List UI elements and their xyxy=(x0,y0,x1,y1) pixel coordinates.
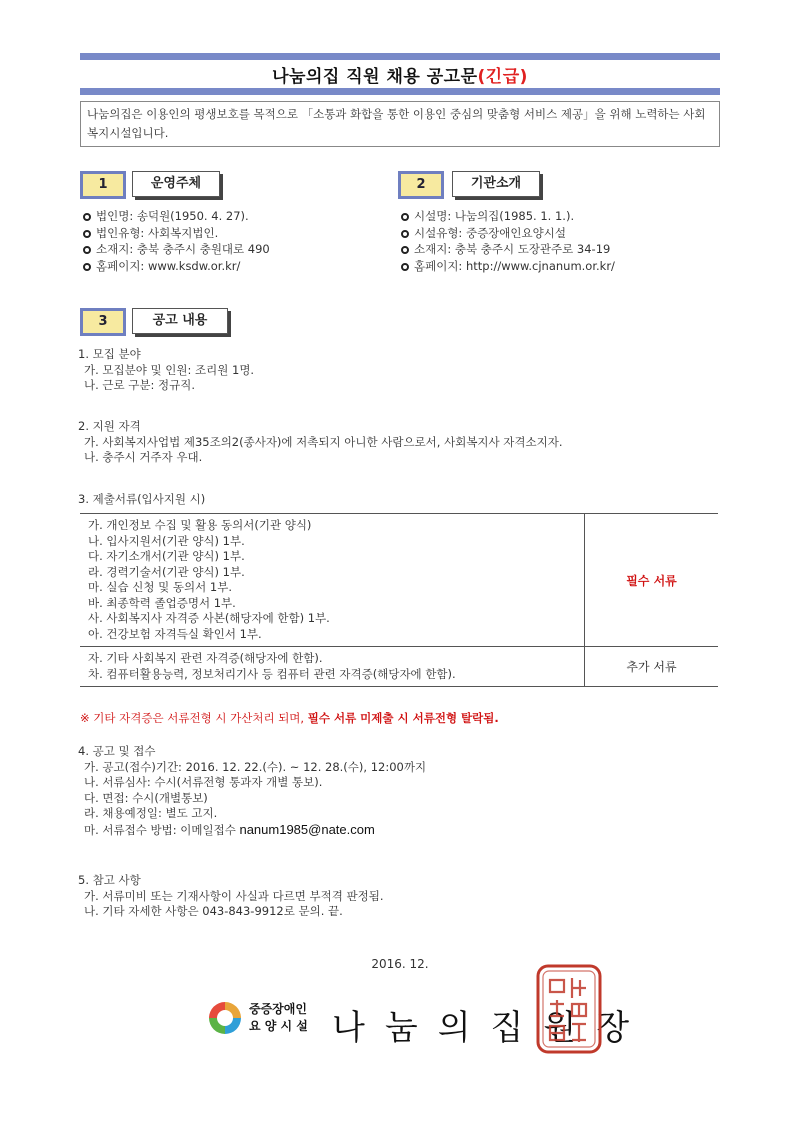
section-3-title: 공고 내용 xyxy=(132,308,228,334)
section-3-number: 3 xyxy=(80,308,126,336)
documents-heading: 3. 제출서류(입사지원 시) xyxy=(78,492,206,506)
recruit-block xyxy=(78,347,254,394)
bullet-icon xyxy=(401,246,409,254)
reference-heading: 5. 참고 사항 xyxy=(78,873,141,887)
qualification-block xyxy=(78,419,563,466)
list-item: 차. 컴퓨터활용능력, 정보처리기사 등 컴퓨터 관련 자격증(해당자에 한함). xyxy=(88,666,456,681)
list-item: 법인명: 송덕원(1950. 4. 27). xyxy=(83,208,270,225)
list-item: 가. 공고(접수)기간: 2016. 12. 22.(수). ~ 12. 28.(수), 12:00까지 xyxy=(84,759,427,774)
bullet-icon xyxy=(401,230,409,238)
reference-block xyxy=(78,873,384,920)
list-item: 시설명: 나눔의집(1985. 1. 1.). xyxy=(401,208,615,225)
list-item: 자. 기타 사회복지 관련 자격증(해당자에 한함). xyxy=(88,651,323,665)
bullet-icon xyxy=(401,213,409,221)
list-item: 나. 서류심사: 수시(서류전형 통과자 개별 통보). xyxy=(84,775,323,789)
section-2-title: 기관소개 xyxy=(452,171,540,197)
list-item: 홈페이지: www.ksdw.or.kr/ xyxy=(83,258,270,275)
list-item: 가. 모집분야 및 인원: 조리원 1명. xyxy=(84,362,255,377)
list-item: 법인유형: 사회복지법인. xyxy=(83,225,270,242)
list-item: 소재지: 충북 충주시 충원대로 490 xyxy=(83,241,270,258)
list-item: 나. 근로 구분: 정규직. xyxy=(84,378,196,392)
notice-block xyxy=(78,744,426,838)
list-item: 사. 사회복지사 자격증 사본(해당자에 한함) 1부. xyxy=(88,611,330,625)
documents-table xyxy=(80,513,718,687)
bullet-icon xyxy=(83,213,91,221)
bullet-icon xyxy=(83,263,91,271)
notice-heading: 4. 공고 및 접수 xyxy=(78,744,156,758)
institution-list xyxy=(401,208,615,274)
operator-list xyxy=(83,208,270,274)
additional-docs-label: 추가 서류 xyxy=(626,660,677,674)
section-1-number: 1 xyxy=(80,171,126,199)
section-2-number: 2 xyxy=(398,171,444,199)
email-address: nanum1985@nate.com xyxy=(239,821,375,837)
qualification-heading: 2. 지원 자격 xyxy=(78,419,141,433)
table-row xyxy=(80,514,718,646)
required-docs-label: 필수 서류 xyxy=(626,573,677,588)
list-item: 마. 실습 신청 및 동의서 1부. xyxy=(88,580,232,594)
required-docs-cell xyxy=(80,514,585,646)
org-logo-icon xyxy=(205,998,245,1038)
list-item: 가. 개인정보 수집 및 활용 동의서(기관 양식) xyxy=(88,518,312,532)
bullet-icon xyxy=(83,246,91,254)
documents-note: ※ 기타 자격증은 서류전형 시 가산처리 되며, 필수 서류 미제출 시 서류전형 탈락됨. xyxy=(80,711,499,725)
signature-name: 나눔의집원장 xyxy=(332,1008,650,1048)
table-row xyxy=(80,646,718,686)
list-item: 아. 건강보험 자격득실 확인서 1부. xyxy=(88,626,262,641)
header-bar-bottom xyxy=(80,88,720,95)
additional-docs-cell xyxy=(80,647,585,686)
list-item: 나. 기타 자세한 사항은 043-843-9912로 문의. 끝. xyxy=(84,904,343,918)
list-item: 바. 최종학력 졸업증명서 1부. xyxy=(88,595,236,610)
urgent-label: (긴급) xyxy=(477,67,528,87)
bullet-icon xyxy=(401,263,409,271)
recruit-heading: 1. 모집 분야 xyxy=(78,347,141,361)
list-item: 나. 입사지원서(기관 양식) 1부. xyxy=(88,533,245,548)
list-item: 홈페이지: http://www.cjnanum.or.kr/ xyxy=(401,258,615,275)
list-item: 소재지: 충북 충주시 도장관주로 34-19 xyxy=(401,241,615,258)
list-item: 나. 충주시 거주자 우대. xyxy=(84,450,203,464)
document-date: 2016. 12. xyxy=(371,957,429,971)
official-seal-icon xyxy=(536,964,602,1054)
org-type-label: 중증장애인 요 양 시 설 xyxy=(249,1002,308,1033)
bullet-icon xyxy=(83,230,91,238)
section-1-title: 운영주체 xyxy=(132,171,220,197)
page-title: 나눔의집 직원 채용 공고문(긴급) xyxy=(272,67,528,87)
list-item: 다. 면접: 수시(개별통보) xyxy=(84,790,208,805)
list-item: 라. 채용예정일: 별도 고지. xyxy=(84,806,218,820)
list-item: 다. 자기소개서(기관 양식) 1부. xyxy=(88,549,245,563)
list-item: 가. 사회복지사업법 제35조의2(종사자)에 저촉되지 아니한 사람으로서, 사회복지사 자격소지자. xyxy=(84,434,563,449)
list-item: 시설유형: 중증장애인요양시설 xyxy=(401,225,615,242)
list-item: 마. 서류접수 방법: 이메일접수 nanum1985@nate.com xyxy=(84,821,375,837)
header-bar-top xyxy=(80,53,720,60)
list-item: 가. 서류미비 또는 기재사항이 사실과 다르면 부적격 판정됨. xyxy=(84,888,384,903)
list-item: 라. 경력기술서(기관 양식) 1부. xyxy=(88,564,245,579)
intro-box: 나눔의집은 이용인의 평생보호를 목적으로 「소통과 화합을 통한 이용인 중심의 맞춤형 서비스 제공」을 위해 노력하는 사회복지시설입니다. xyxy=(80,101,720,147)
